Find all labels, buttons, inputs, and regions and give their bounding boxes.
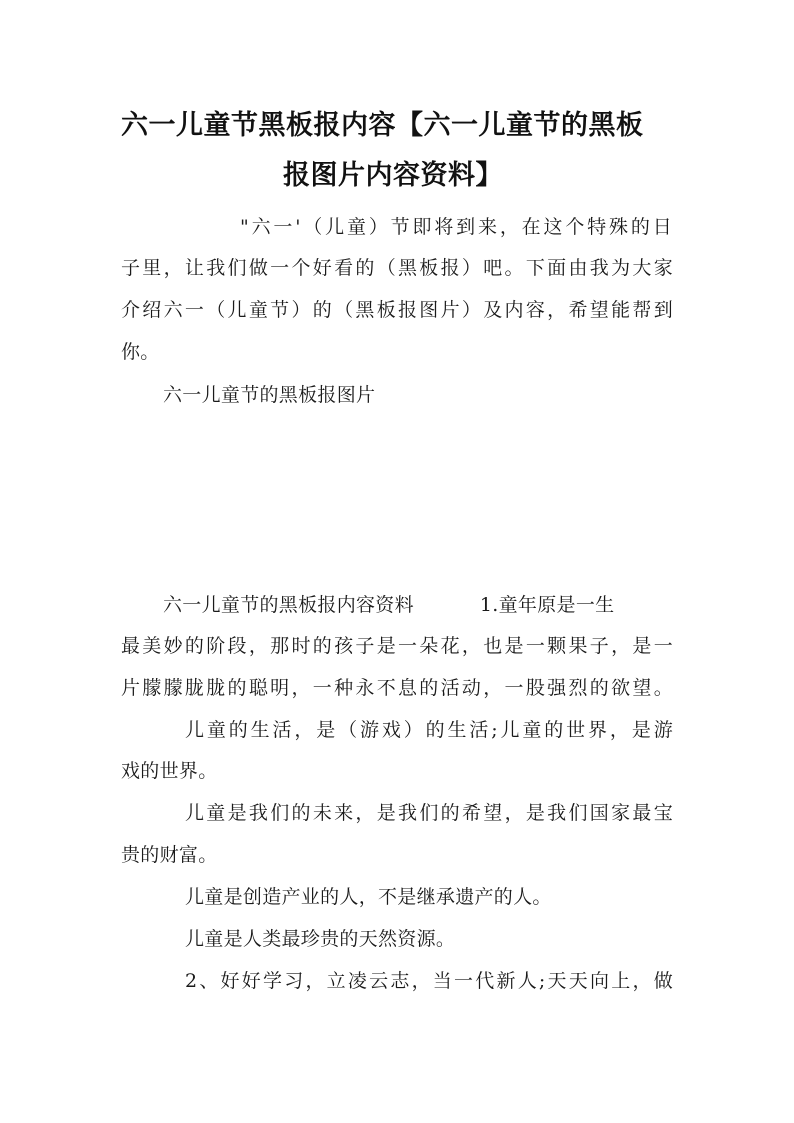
item-1-line-2: 最美妙的阶段，那时的孩子是一朵花，也是一颗果子，是一 <box>121 635 673 657</box>
para-resource: 儿童是人类最珍贵的天然资源。 <box>185 928 456 950</box>
intro-line-4: 你。 <box>121 341 160 363</box>
para-game-line-2: 戏的世界。 <box>121 760 218 782</box>
section-content-heading: 六一儿童节的黑板报内容资料 <box>163 594 414 616</box>
intro-line-1: "六一'（儿童）节即将到来，在这个特殊的日 <box>240 216 672 238</box>
document-title-line-1: 六一儿童节黑板报内容【六一儿童节的黑板 <box>121 110 644 141</box>
section-pictures-heading: 六一儿童节的黑板报图片 <box>163 384 376 406</box>
intro-line-2: 子里，让我们做一个好看的（黑板报）吧。下面由我为大家 <box>121 257 673 279</box>
para-future-line-1: 儿童是我们的未来，是我们的希望，是我们国家最宝 <box>185 802 673 824</box>
item-2-start: 2、好好学习，立凌云志，当一代新人;天天向上，做 <box>185 970 673 992</box>
item-1-line-3: 片朦朦胧胧的聪明，一种永不息的活动，一股强烈的欲望。 <box>121 677 673 699</box>
section-content-heading-row <box>163 593 614 617</box>
para-create: 儿童是创造产业的人，不是继承遗产的人。 <box>185 886 552 908</box>
document-title-line-2: 报图片内容资料】 <box>283 160 503 191</box>
item-1-start: 1.童年原是一生 <box>479 594 615 616</box>
para-game-line-1: 儿童的生活，是（游戏）的生活;儿童的世界，是游 <box>185 719 673 741</box>
para-future-line-2: 贵的财富。 <box>121 844 218 866</box>
intro-line-3: 介绍六一（儿童节）的（黑板报图片）及内容，希望能帮到 <box>121 299 673 321</box>
